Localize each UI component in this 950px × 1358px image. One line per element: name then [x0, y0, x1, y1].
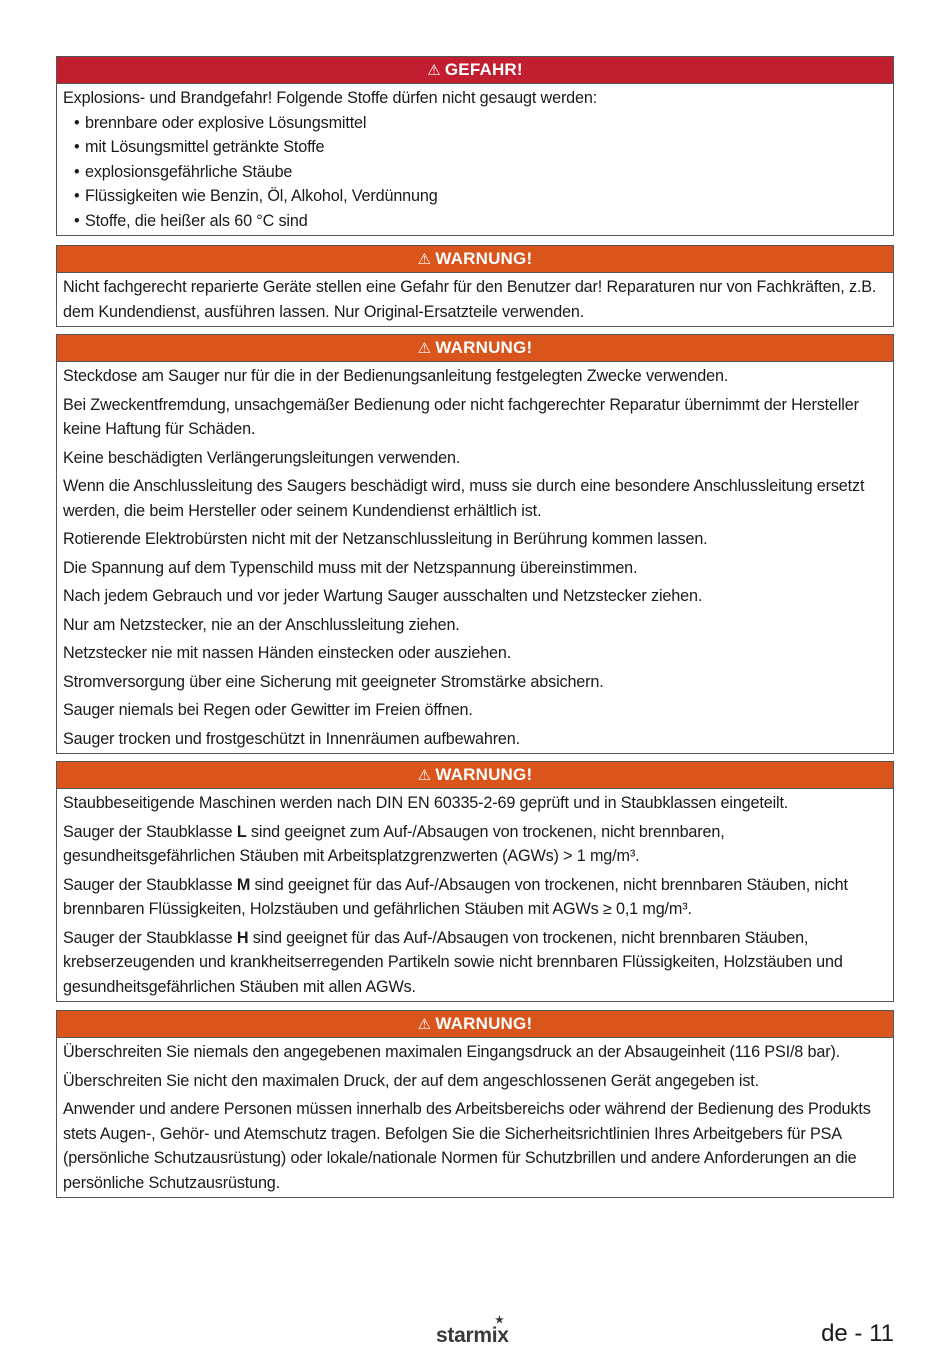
warning-body	[57, 362, 893, 753]
warning-triangle-icon: ⚠	[417, 767, 432, 784]
warning-title: WARNUNG!	[435, 1014, 533, 1033]
warning-triangle-icon: ⚠	[417, 1016, 432, 1033]
warning-header	[57, 246, 893, 273]
paragraph: Bei Zweckentfremdung, unsachgemäßer Bedienung oder nicht fachgerechter Reparatur übernimmt der Hersteller keine Haftung für Schäden.	[63, 395, 859, 438]
text: Sauger der Staubklasse	[63, 822, 237, 841]
list-item: • Flüssigkeiten wie Benzin, Öl, Alkohol, Verdünnung	[85, 184, 887, 209]
warning-box-repair	[56, 245, 894, 327]
warning-header	[57, 1011, 893, 1038]
list-item: • Stoffe, die heißer als 60 °C sind	[85, 209, 887, 234]
paragraph: Keine beschädigten Verlängerungsleitungen verwenden.	[63, 448, 461, 467]
warning-box-dust-classes	[56, 761, 894, 1002]
paragraph: Anwender und andere Personen müssen innerhalb des Arbeitsbereichs oder während der Bedienung des Produkts stets Augen-, Gehör- und Atemschutz tragen. Befolgen Sie die Sicherheitsrichtlinien Ihres Arbeitgebers für PSA (persönliche Schutzausrüstung) oder lokale/nationale Normen für Schutzbrillen und andere Anforderungen an die persönliche Schutzausrüstung.	[63, 1100, 871, 1192]
list-item: • explosionsgefährliche Stäube	[85, 160, 887, 185]
warning-header	[57, 335, 893, 362]
danger-list	[63, 111, 887, 234]
paragraph: Wenn die Anschlussleitung des Saugers beschädigt wird, muss sie durch eine besondere Anschlussleitung ersetzt werden, die beim Hersteller oder seinem Kundendienst erhältlich ist.	[63, 477, 865, 520]
paragraph: Netzstecker nie mit nassen Händen einstecken oder ausziehen.	[63, 644, 512, 662]
warning-triangle-icon: ⚠	[417, 340, 432, 357]
danger-box	[56, 56, 894, 236]
paragraph-class-h	[63, 926, 887, 1000]
paragraph: Nicht fachgerecht reparierte Geräte stellen eine Gefahr für den Benutzer dar! Reparaturen nur von Fachkräften, z.B. dem Kundendienst, ausführen lassen. Nur Original-Ersatzteile verwenden.	[63, 278, 877, 321]
text: sind geeignet für das Auf-/Absaugen von trockenen, nicht brennbaren Stäuben, krebserzeugenden und krankheitserregenden Partikeln sowie nicht brennbaren Flüssigkeiten, Holzstäuben und gesundheitsgefährlichen Stäuben mit allen AGWs.	[63, 928, 843, 996]
star-icon: ★	[495, 1315, 504, 1326]
dust-class-label: H	[236, 928, 249, 947]
warning-triangle-icon: ⚠	[417, 251, 432, 268]
list-item: • mit Lösungsmittel getränkte Stoffe	[85, 135, 887, 160]
warning-body	[57, 1038, 893, 1197]
warning-body	[57, 273, 893, 326]
warning-title: WARNUNG!	[435, 249, 533, 268]
warning-box-pressure	[56, 1010, 894, 1198]
page-number: de - 11	[821, 1320, 894, 1347]
warning-title: WARNUNG!	[435, 765, 533, 784]
paragraph: Sauger niemals bei Regen oder Gewitter im Freien öffnen.	[63, 701, 473, 719]
warning-header	[57, 762, 893, 789]
dust-class-label: M	[236, 875, 251, 894]
warning-body	[57, 789, 893, 1001]
paragraph-class-l	[63, 820, 887, 869]
brand-logo-text: starmix	[436, 1324, 509, 1347]
brand-logo	[436, 1315, 509, 1348]
paragraph: Überschreiten Sie niemals den angegebenen maximalen Eingangsdruck an der Absaugeinheit (116 PSI/8 bar).	[63, 1043, 841, 1061]
warning-triangle-icon: ⚠	[427, 62, 441, 79]
text: Sauger der Staubklasse	[63, 875, 237, 894]
list-item: • brennbare oder explosive Lösungsmittel	[85, 111, 887, 136]
text: sind geeignet für das Auf-/Absaugen von trockenen, nicht brennbaren Stäuben, nicht brennbaren Flüssigkeiten, Holzstäuben und gefährlichen Stäuben mit AGWs ≥ 0,1 mg/m³.	[63, 875, 848, 918]
warning-title: WARNUNG!	[435, 338, 533, 357]
paragraph: Überschreiten Sie nicht den maximalen Druck, der auf dem angeschlossenen Gerät angegeben ist.	[63, 1071, 760, 1090]
paragraph: Staubbeseitigende Maschinen werden nach DIN EN 60335-2-69 geprüft und in Staubklassen eingeteilt.	[63, 794, 789, 812]
paragraph: Nur am Netzstecker, nie an der Anschlussleitung ziehen.	[63, 615, 460, 634]
danger-title: GEFAHR!	[444, 60, 523, 79]
warning-box-electrical	[56, 334, 894, 754]
text: Sauger der Staubklasse	[63, 928, 237, 947]
danger-body	[57, 84, 893, 235]
paragraph: Stromversorgung über eine Sicherung mit geeigneter Stromstärke absichern.	[63, 672, 604, 691]
paragraph: Nach jedem Gebrauch und vor jeder Wartung Sauger ausschalten und Netzstecker ziehen.	[63, 587, 703, 605]
paragraph: Steckdose am Sauger nur für die in der Bedienungsanleitung festgelegten Zwecke verwenden.	[63, 367, 729, 385]
paragraph: Rotierende Elektrobürsten nicht mit der Netzanschlussleitung in Berührung kommen lassen.	[63, 530, 708, 548]
danger-header	[57, 57, 893, 84]
text: sind geeignet zum Auf-/Absaugen von trockenen, nicht brennbaren, gesundheitsgefährlichen Stäuben mit Arbeitsplatzgrenzwerten (AGWs) > 1 mg/m³.	[63, 822, 725, 865]
paragraph: Sauger trocken und frostgeschützt in Innenräumen aufbewahren.	[63, 729, 520, 748]
dust-class-label: L	[236, 822, 247, 841]
paragraph-class-m	[63, 873, 887, 922]
paragraph: Die Spannung auf dem Typenschild muss mit der Netzspannung übereinstimmen.	[63, 558, 638, 577]
danger-intro: Explosions- und Brandgefahr! Folgende Stoffe dürfen nicht gesaugt werden:	[63, 89, 598, 107]
